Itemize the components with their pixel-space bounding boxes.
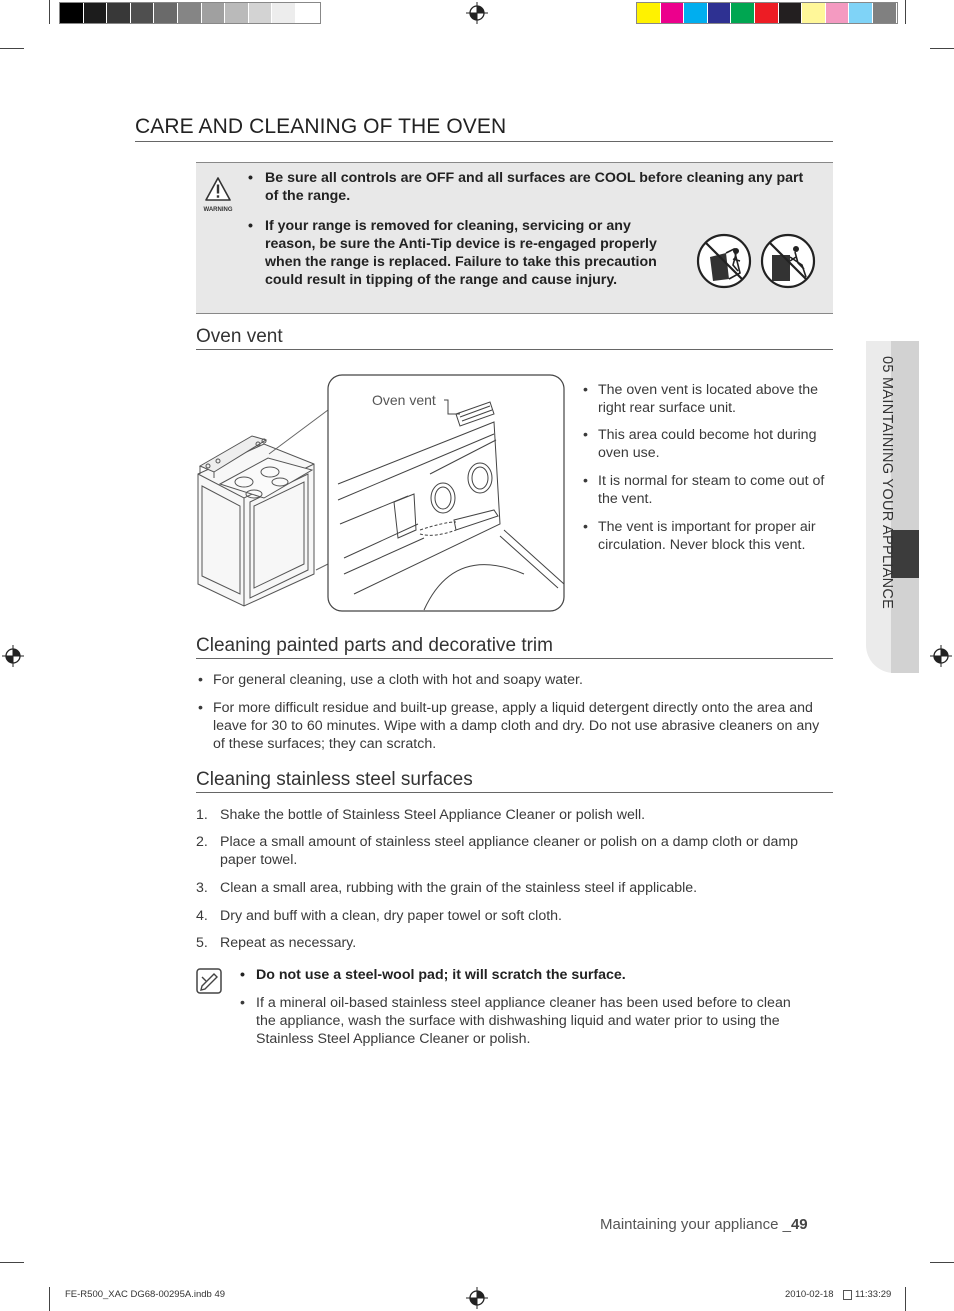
crop-mark [905,1287,906,1311]
color-swatch [131,3,155,23]
color-swatch [637,3,661,23]
vent-bullet: • This area could become hot during oven use. [583,427,817,461]
chapter-tab-label: 05 MAINTAINING YOUR APPLIANCE [879,356,895,610]
stainless-note: • Do not use a steel-wool pad; it will scratch the surface. [240,967,626,983]
page-footer [600,1216,808,1233]
registration-target-icon [466,2,488,24]
warning-icon [201,177,235,213]
crop-mark [0,1262,24,1263]
color-swatch [84,3,108,23]
footer-section: Maintaining your appliance _ [600,1216,791,1233]
warning-label: WARNING [203,207,233,213]
section-heading-oven-vent: Oven vent [196,326,833,350]
slug-date: 2010-02-18 [785,1289,834,1300]
color-swatch [684,3,708,23]
slug-clock-icon [843,1290,852,1300]
color-swatch [249,3,273,23]
vent-bullet: • The oven vent is located above the right rear surface unit. [583,382,819,416]
page-title: CARE AND CLEANING OF THE OVEN [135,115,833,142]
color-swatch [272,3,296,23]
color-swatch [107,3,131,23]
stainless-note: • If a mineral oil-based stainless steel appliance cleaner has been used before to clean the appliance, wash the surface with dishwashing liquid and water prior to using the Stainless Steel Appliance Cleaner or polish. [240,995,791,1047]
color-swatch [755,3,779,23]
stainless-step: 4. Dry and buff with a clean, dry paper towel or soft cloth. [196,908,562,924]
grayscale-bar [59,2,321,24]
color-swatch [296,3,320,23]
note-icon [196,968,222,994]
vent-bullet: • The vent is important for proper air circulation. Never block this vent. [583,519,816,553]
no-tipping-icon [696,233,752,289]
section-heading-painted-parts: Cleaning painted parts and decorative trim [196,635,833,659]
oven-vent-illustration [194,374,568,614]
warning-triangle-icon [205,177,231,201]
crop-mark [930,48,954,49]
slug-time: 11:33:29 [855,1289,892,1300]
color-swatch [178,3,202,23]
warning-box [196,162,833,314]
color-swatch [731,3,755,23]
color-swatch [826,3,850,23]
stainless-step: 3. Clean a small area, rubbing with the grain of the stainless steel if applicable. [196,880,698,896]
color-swatch [154,3,178,23]
no-climbing-icon [760,233,816,289]
registration-target-icon [2,645,24,667]
registration-target-icon [466,1287,488,1309]
crop-mark [49,1287,50,1311]
color-swatch [779,3,803,23]
color-swatch [802,3,826,23]
crop-mark [930,1262,954,1263]
warning-item: • Be sure all controls are OFF and all surfaces are COOL before cleaning any part of the range. [248,170,804,204]
color-swatch [202,3,226,23]
painted-bullet: • For more difficult residue and built-up grease, apply a liquid detergent directly onto the area and leave for 30 to 60 minutes. Wipe with a damp cloth and dry. Do not use abrasive cleaners on any of these surfaces; they can scratch. [198,700,820,752]
painted-bullet: • For general cleaning, use a cloth with hot and soapy water. [198,672,583,688]
crop-mark [49,0,50,24]
color-swatch [60,3,84,23]
oven-vent-callout-label: Oven vent [372,392,436,408]
warning-item: • If your range is removed for cleaning, servicing or any reason, be sure the Anti-Tip device is re-engaged properly when the range is replaced. Failure to take this precaution could result in tipping of the range and cause injury. [248,218,657,288]
page-number: 49 [790,1216,808,1233]
color-swatch [708,3,732,23]
color-swatch [661,3,685,23]
crop-mark [0,48,24,49]
section-heading-stainless-steel: Cleaning stainless steel surfaces [196,769,833,793]
stainless-step: 2. Place a small amount of stainless steel appliance cleaner or polish on a damp cloth or damp paper towel. [196,834,799,868]
chapter-tab-strip [891,341,919,673]
crop-mark [905,0,906,24]
registration-target-icon [930,645,952,667]
stainless-step: 5. Repeat as necessary. [196,935,357,951]
color-bar [636,2,898,24]
chapter-tab-marker [891,530,919,578]
stainless-step: 1. Shake the bottle of Stainless Steel Appliance Cleaner or polish well. [196,807,646,823]
color-swatch [225,3,249,23]
vent-bullet: • It is normal for steam to come out of the vent. [583,473,825,507]
slug-file: FE-R500_XAC DG68-00295A.indb 49 [65,1289,226,1300]
color-swatch [849,3,873,23]
color-swatch [873,3,897,23]
